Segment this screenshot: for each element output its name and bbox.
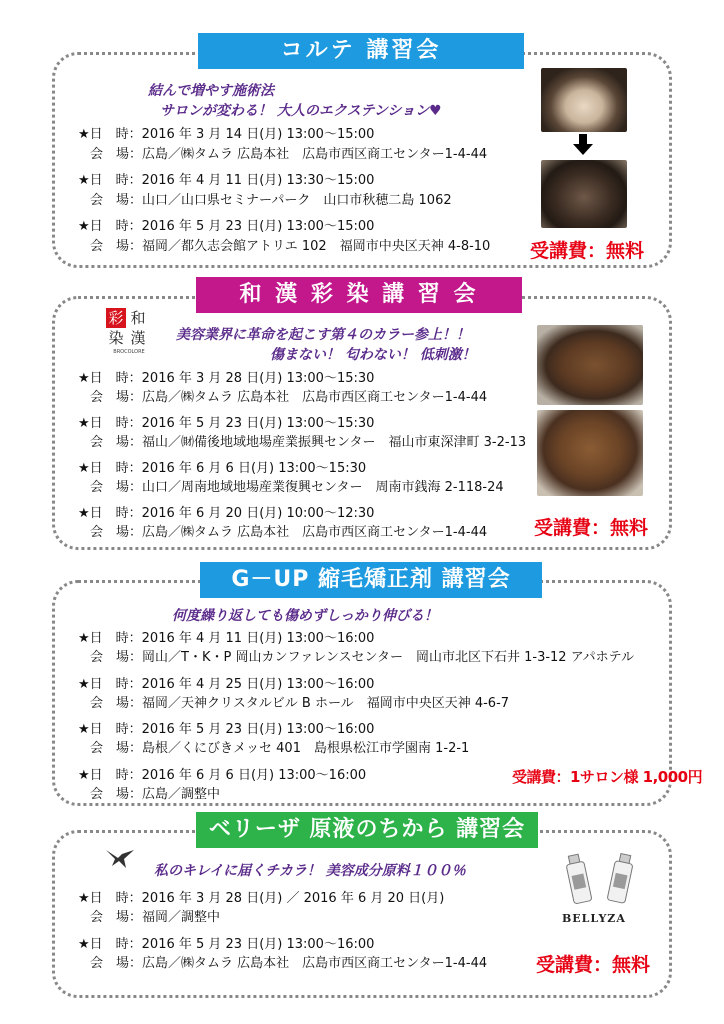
corte-event-3-date: ★日 時：2016 年 5 月 23 日(月) 13:00～15:00	[78, 219, 375, 234]
corte-tagline-1: 結んで増やす施術法	[148, 83, 274, 99]
gup-event-1-date: ★日 時：2016 年 4 月 11 日(月) 13:00～16:00	[78, 631, 375, 646]
corte-event-2-venue: 会 場：山口／山口県セミナーパーク 山口市秋穂二島 1062	[90, 193, 452, 208]
bellyza-event-2-venue: 会 場：広島／㈱タムラ 広島本社 広島市西区商工センター1-4-44	[90, 956, 488, 971]
corte-tagline-2: サロンが変わる！ 大人のエクステンション♥	[160, 103, 442, 119]
wakan-event-2-date: ★日 時：2016 年 5 月 23 日(月) 13:00～15:30	[78, 416, 375, 431]
gup-event-4-venue: 会 場：広島／調整中	[90, 787, 221, 802]
bellyza-tagline: 私のキレイに届くチカラ！ 美容成分原料１００％	[154, 863, 466, 879]
wakan-event-3-venue: 会 場：山口／周南地域地場産業復興センター 周南市銭海 2-118-24	[90, 480, 504, 495]
section-title-gup: G－UP 縮毛矯正剤 講習会	[200, 562, 542, 598]
corte-event-2-date: ★日 時：2016 年 4 月 11 日(月) 13:30～15:00	[78, 173, 375, 188]
wakan-tagline-2: 傷まない！ 匂わない！ 低刺激！	[270, 347, 476, 363]
wakan-event-4-venue: 会 場：広島／㈱タムラ 広島本社 広島市西区商工センター1-4-44	[90, 525, 488, 540]
gup-event-2-venue: 会 場：福岡／天神クリスタルビル B ホール 福岡市中央区天神 4-6-7	[90, 696, 510, 711]
hair-before-photo	[541, 68, 627, 132]
wakan-tagline-1: 美容業界に革命を起こす第４のカラー参上！！	[176, 327, 470, 343]
gup-event-2-date: ★日 時：2016 年 4 月 25 日(月) 13:00～16:00	[78, 677, 375, 692]
section-title-corte: コルテ 講習会	[198, 33, 524, 69]
gup-event-3-date: ★日 時：2016 年 5 月 23 日(月) 13:00～16:00	[78, 722, 375, 737]
hair-after-photo	[541, 160, 627, 228]
section-title-wakan: 和 漢 彩 染 講 習 会	[196, 277, 522, 313]
hair-color-photo-2	[537, 410, 643, 496]
hair-color-photo-1	[537, 325, 643, 405]
wakan-logo: 彩 和 染 漢 BROCOLORE	[106, 308, 152, 352]
corte-event-3-venue: 会 場：福岡／都久志会館アトリエ 102 福岡市中央区天神 4-8-10	[90, 239, 491, 254]
bellyza-event-1-date: ★日 時：2016 年 3 月 28 日(月) ／ 2016 年 6 月 20 日(月)	[78, 891, 445, 906]
swallow-icon	[104, 846, 136, 872]
corte-event-1-venue: 会 場：広島／㈱タムラ 広島本社 広島市西区商工センター1-4-44	[90, 147, 488, 162]
section-title-bellyza: ベリーザ 原液のちから 講習会	[196, 812, 538, 848]
bellyza-fee: 受講費：無料	[536, 954, 651, 976]
wakan-event-3-date: ★日 時：2016 年 6 月 6 日(月) 13:00～15:30	[78, 461, 367, 476]
bellyza-event-1-venue: 会 場：福岡／調整中	[90, 910, 221, 925]
gup-event-4-date: ★日 時：2016 年 6 月 6 日(月) 13:00～16:00	[78, 768, 367, 783]
wakan-event-2-venue: 会 場：福山／㈶備後地域地場産業振興センター 福山市東深津町 3-2-13	[90, 435, 527, 450]
wakan-fee: 受講費：無料	[534, 517, 649, 539]
bellyza-logo: BELLYZA	[562, 912, 626, 925]
gup-event-3-venue: 会 場：島根／くにびきメッセ 401 島根県松江市学園南 1-2-1	[90, 741, 470, 756]
gup-fee: 受講費：1サロン様 1,000円	[512, 768, 703, 786]
bellyza-event-2-date: ★日 時：2016 年 5 月 23 日(月) 13:00～16:00	[78, 937, 375, 952]
corte-event-1-date: ★日 時：2016 年 3 月 14 日(月) 13:00～15:00	[78, 127, 375, 142]
gup-tagline: 何度繰り返しても傷めずしっかり伸びる！	[172, 608, 438, 624]
wakan-event-1-date: ★日 時：2016 年 3 月 28 日(月) 13:00～15:30	[78, 371, 375, 386]
bellyza-bottles-image	[560, 852, 644, 906]
wakan-event-1-venue: 会 場：広島／㈱タムラ 広島本社 広島市西区商工センター1-4-44	[90, 390, 488, 405]
gup-event-1-venue: 会 場：岡山／T・K・P 岡山カンファレンスセンター 岡山市北区下石井 1-3-12 アパホテル	[90, 650, 635, 665]
corte-fee: 受講費：無料	[530, 240, 645, 262]
wakan-event-4-date: ★日 時：2016 年 6 月 20 日(月) 10:00～12:30	[78, 506, 375, 521]
